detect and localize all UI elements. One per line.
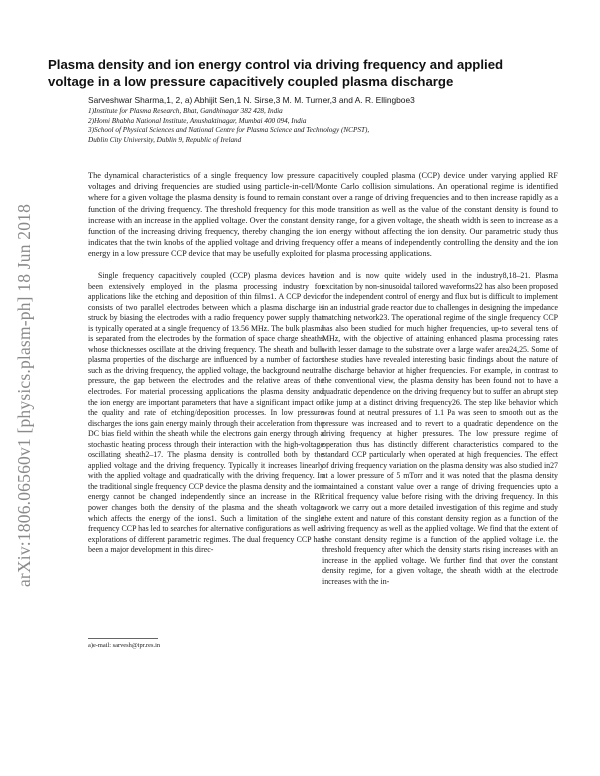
body-column-right: tion and is now quite widely used in the industry8,18–21. Plasma excitation by non-sinusoidal tailored waveforms22 has also been proposed for the independent control of energy and flux but is difficult to implement in an industrial grade reactor due to challenges in designing the impedance matching network23. The operational regime of the single frequency CCP has also been studied for much higher frequencies, up-to several tens of MHz, with the objective of attaining enhanced plasma processing rates with lesser damage to the substrate over a large wafer area24,25. Some of these studies have revealed interesting basic findings about the nature of the discharge behavior at higher frequencies. For example, in contrast to the conventional view, the plasma density has been found not to have a quadratic dependence on the driving frequency but to suffer an abrupt step like jump at a distinct driving frequency26. The step like behavior which was found at neutral pressures of 1.1 Pa was seen to smooth out as the pressure was increased and to revert to a quadratic dependence on the driving frequency at higher pressures. The low pressure regime of operation thus has distinctly different characteristics compared to the standard CCP particularly when operated at high frequencies. The effect of driving frequency variation on the plasma density was also studied in27 at a lower pressure of 5 mTorr and it was noted that the plasma density maintained a constant value over a range of driving frequencies upto a critical frequency value before rising with the driving frequency. In this work we carry out a more detailed investigation of this regime and study the extent and nature of this constant density region as a function of the driving frequency as well as the applied voltage. We find that the extent of the constant density regime is a function of the applied voltage i.e. the threshold frequency after which the density starts rising increases with an increase in the applied voltage. We further find that over the constant density regime, for a given voltage, the sheath width at the electrode increases with the in- bbox=[322, 271, 558, 586]
arxiv-stamp-text: arXiv:1806.06560v1 [physics.plasm-ph] 18 Jun 2018 bbox=[14, 203, 35, 587]
footnote-email: a)e-mail: sarvesh@ipr.res.in bbox=[88, 642, 161, 649]
affiliation-3-cont: Dublin City University, Dublin 9, Republic of Ireland bbox=[88, 135, 242, 144]
arxiv-stamp bbox=[8, 160, 42, 630]
author-list: Sarveshwar Sharma,1, 2, a) Abhijit Sen,1 N. Sirse,3 M. M. Turner,3 and A. R. Ellingboe3 bbox=[88, 95, 415, 105]
affiliations bbox=[88, 107, 558, 145]
affiliation-3: 3)School of Physical Sciences and National Centre for Plasma Science and Technology (NCPST), bbox=[88, 126, 370, 135]
affiliation-1: 1)Institute for Plasma Research, Bhat, Gandhinagar 382 428, India bbox=[88, 107, 283, 115]
abstract: The dynamical characteristics of a single frequency low pressure capacitively coupled plasma (CCP) device under varying applied RF voltages and driving frequencies are studied using particle-in-cell/Monte Carlo collision simulations. An operational regime is identified where for a given voltage the plasma density is found to remain constant over a range of driving frequencies and to then increase rapidly as a function of the driving frequency. The threshold frequency for this mode transition as well as the value of the constant density is found to increase with an increase in the applied voltage. Over the constant density range, for a given voltage, the sheath width is seen to increase as a function of the increasing driving frequency, thereby changing the ion energy without affecting the ion density. Our parametric study thus indicates that the twin knobs of the applied voltage and driving frequency offer a means of independently controlling the density and the ion energy in a low pressure CCP device that may be usefully exploited for plasma processing applications. bbox=[88, 171, 558, 259]
paper-title: Plasma density and ion energy control via driving frequency and applied voltage in a low pressure capacitively coupled plasma discharge bbox=[48, 57, 504, 89]
footnote-divider bbox=[88, 638, 158, 639]
body-column-left: Single frequency capacitively coupled (CCP) plasma devices have been extensively employed in the plasma processing industry for applications like the etching and deposition of thin films1. A CCP device consists of two parallel electrodes between which a plasma discharge is struck by biasing the electrodes with a radio frequency power supply that is typically operated at a single frequency of 13.56 MHz. The bulk plasma is separated from the electrodes by the formation of space charge sheaths whose thicknesses oscillate at the driving frequency. The sheath and bulk plasma properties of the discharge are influenced by a number of factors such as the driving frequency, the applied voltage, the background neutral pressure, the gap between the electrodes and the relative areas of the electrodes. For material processing applications the plasma density and the ion energy are important parameters that have a significant impact on the quality and rate of etching/deposition processes. In low pressure discharges the ions gain energy mainly through their acceleration from the DC bias field within the sheath while the electrons gain energy through a stochastic heating process through their interaction with the high-voltage oscillating sheath2–17. The plasma density is controlled both by the applied voltage and the driving frequency. Typically it increases linearly with the applied voltage and quadratically with the driving frequency. In the traditional single frequency CCP device the plasma density and the ion energy cannot be changed independently since an increase in the RF power changes both the density of the plasma and the sheath voltage which affects the energy of the ions1. Such a limitation of the single frequency CCP has led to searches for alternative configurations as well as explorations of different parametric regimes. The dual frequency CCP has been a major development in this direc- bbox=[88, 271, 324, 555]
affiliation-2: 2)Homi Bhabha National Institute, Anushaktinagar, Mumbai 400 094, India bbox=[88, 116, 307, 125]
